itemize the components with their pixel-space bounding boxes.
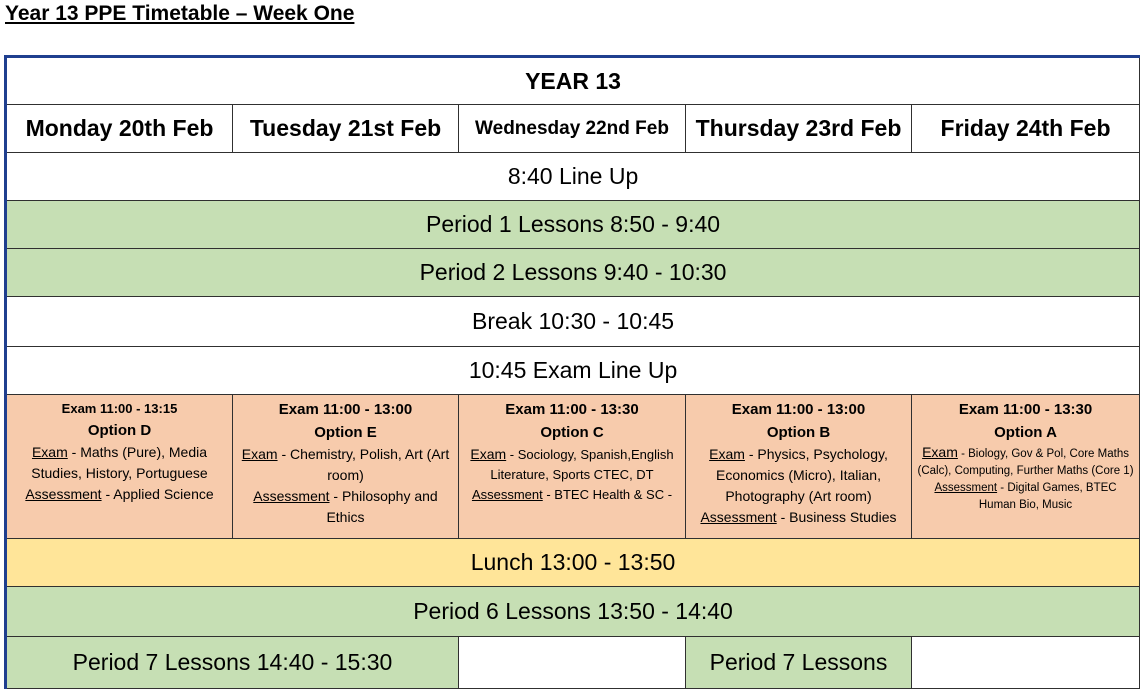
assessment-label: Assessment: [934, 482, 998, 494]
lunch-cell: Lunch 13:00 - 13:50: [6, 539, 1140, 587]
assessment-label: Assessment: [25, 486, 102, 502]
exam-details: [686, 444, 911, 507]
period6-cell: Period 6 Lessons 13:50 - 14:40: [6, 587, 1140, 637]
exam-label: Exam: [241, 446, 278, 462]
exam-details: [912, 444, 1139, 480]
assessment-subjects: - BTEC Health & SC -: [542, 487, 673, 502]
exam-cell-wednesday: [459, 395, 686, 539]
table-title: YEAR 13: [6, 57, 1140, 105]
assessment-label: Assessment: [253, 488, 330, 504]
assessment-details: [686, 507, 911, 528]
days-row: [6, 105, 1140, 153]
assessment-details: [912, 480, 1139, 514]
day-wednesday: Wednesday 22nd Feb: [459, 105, 686, 153]
exam-subjects: - Maths (Pure), Media Studies, History, Portuguese: [31, 444, 208, 481]
timetable: [4, 55, 1140, 689]
table-header-row: [6, 57, 1140, 105]
exam-subjects: - Sociology, Spanish,English Literature, Sports CTEC, DT: [490, 447, 674, 482]
exam-option: Option C: [540, 424, 604, 441]
assessment-details: [7, 484, 232, 505]
day-monday: Monday 20th Feb: [6, 105, 233, 153]
exam-line-up-row: [6, 347, 1140, 395]
exam-cell-monday: [6, 395, 233, 539]
break-cell: Break 10:30 - 10:45: [6, 297, 1140, 347]
exam-cell-tuesday: [233, 395, 459, 539]
assessment-subjects: - Digital Games, BTEC Human Bio, Music: [978, 482, 1117, 511]
period7-wednesday-empty: [459, 637, 686, 689]
exam-time: Exam 11:00 - 13:00: [278, 401, 413, 418]
exam-subjects: - Physics, Psychology, Economics (Micro), Italian, Photography (Art room): [716, 446, 888, 504]
exam-option: Option B: [766, 424, 831, 441]
period1-cell: Period 1 Lessons 8:50 - 9:40: [6, 201, 1140, 249]
exam-cell-thursday: [686, 395, 912, 539]
day-thursday: Thursday 23rd Feb: [686, 105, 912, 153]
assessment-label: Assessment: [471, 487, 543, 502]
line-up-row: [6, 153, 1140, 201]
period7-thursday-cell: Period 7 Lessons: [686, 637, 912, 689]
assessment-label: Assessment: [700, 509, 777, 525]
period2-cell: Period 2 Lessons 9:40 - 10:30: [6, 249, 1140, 297]
exam-label: Exam: [470, 446, 507, 462]
page-title: Year 13 PPE Timetable – Week One: [5, 2, 355, 25]
exam-time: Exam 11:00 - 13:30: [958, 401, 1093, 418]
period2-row: [6, 249, 1140, 297]
exam-label: Exam: [922, 444, 958, 460]
exam-details: [459, 444, 685, 485]
exams-row: [6, 395, 1140, 539]
exam-label: Exam: [709, 446, 745, 462]
exam-line-up-cell: 10:45 Exam Line Up: [6, 347, 1140, 395]
exam-details: [7, 442, 232, 484]
exam-option: Option E: [314, 424, 377, 441]
exam-option: Option A: [994, 424, 1057, 441]
lunch-row: [6, 539, 1140, 587]
period1-row: [6, 201, 1140, 249]
exam-subjects: - Chemistry, Polish, Art (Art room): [277, 446, 450, 483]
exam-option: Option D: [87, 422, 152, 439]
break-row: [6, 297, 1140, 347]
exam-cell-friday: [912, 395, 1140, 539]
exam-details: [233, 444, 458, 486]
exam-subjects: - Biology, Gov & Pol, Core Maths (Calc), Computing, Further Maths (Core 1): [917, 448, 1134, 477]
day-tuesday: Tuesday 21st Feb: [233, 105, 459, 153]
exam-time: Exam 11:00 - 13:15: [61, 401, 178, 416]
assessment-subjects: - Business Studies: [776, 509, 897, 525]
period7-row: [6, 637, 1140, 689]
assessment-subjects: - Applied Science: [101, 486, 214, 502]
period7-friday-empty: [912, 637, 1140, 689]
assessment-details: [459, 485, 685, 505]
exam-label: Exam: [31, 444, 68, 460]
day-friday: Friday 24th Feb: [912, 105, 1140, 153]
assessment-subjects: - Philosophy and Ethics: [326, 488, 438, 525]
period7-mon-tue-cell: Period 7 Lessons 14:40 - 15:30: [6, 637, 459, 689]
period6-row: [6, 587, 1140, 637]
exam-time: Exam 11:00 - 13:30: [505, 401, 639, 418]
assessment-details: [233, 486, 458, 528]
exam-time: Exam 11:00 - 13:00: [731, 401, 866, 418]
line-up-cell: 8:40 Line Up: [6, 153, 1140, 201]
